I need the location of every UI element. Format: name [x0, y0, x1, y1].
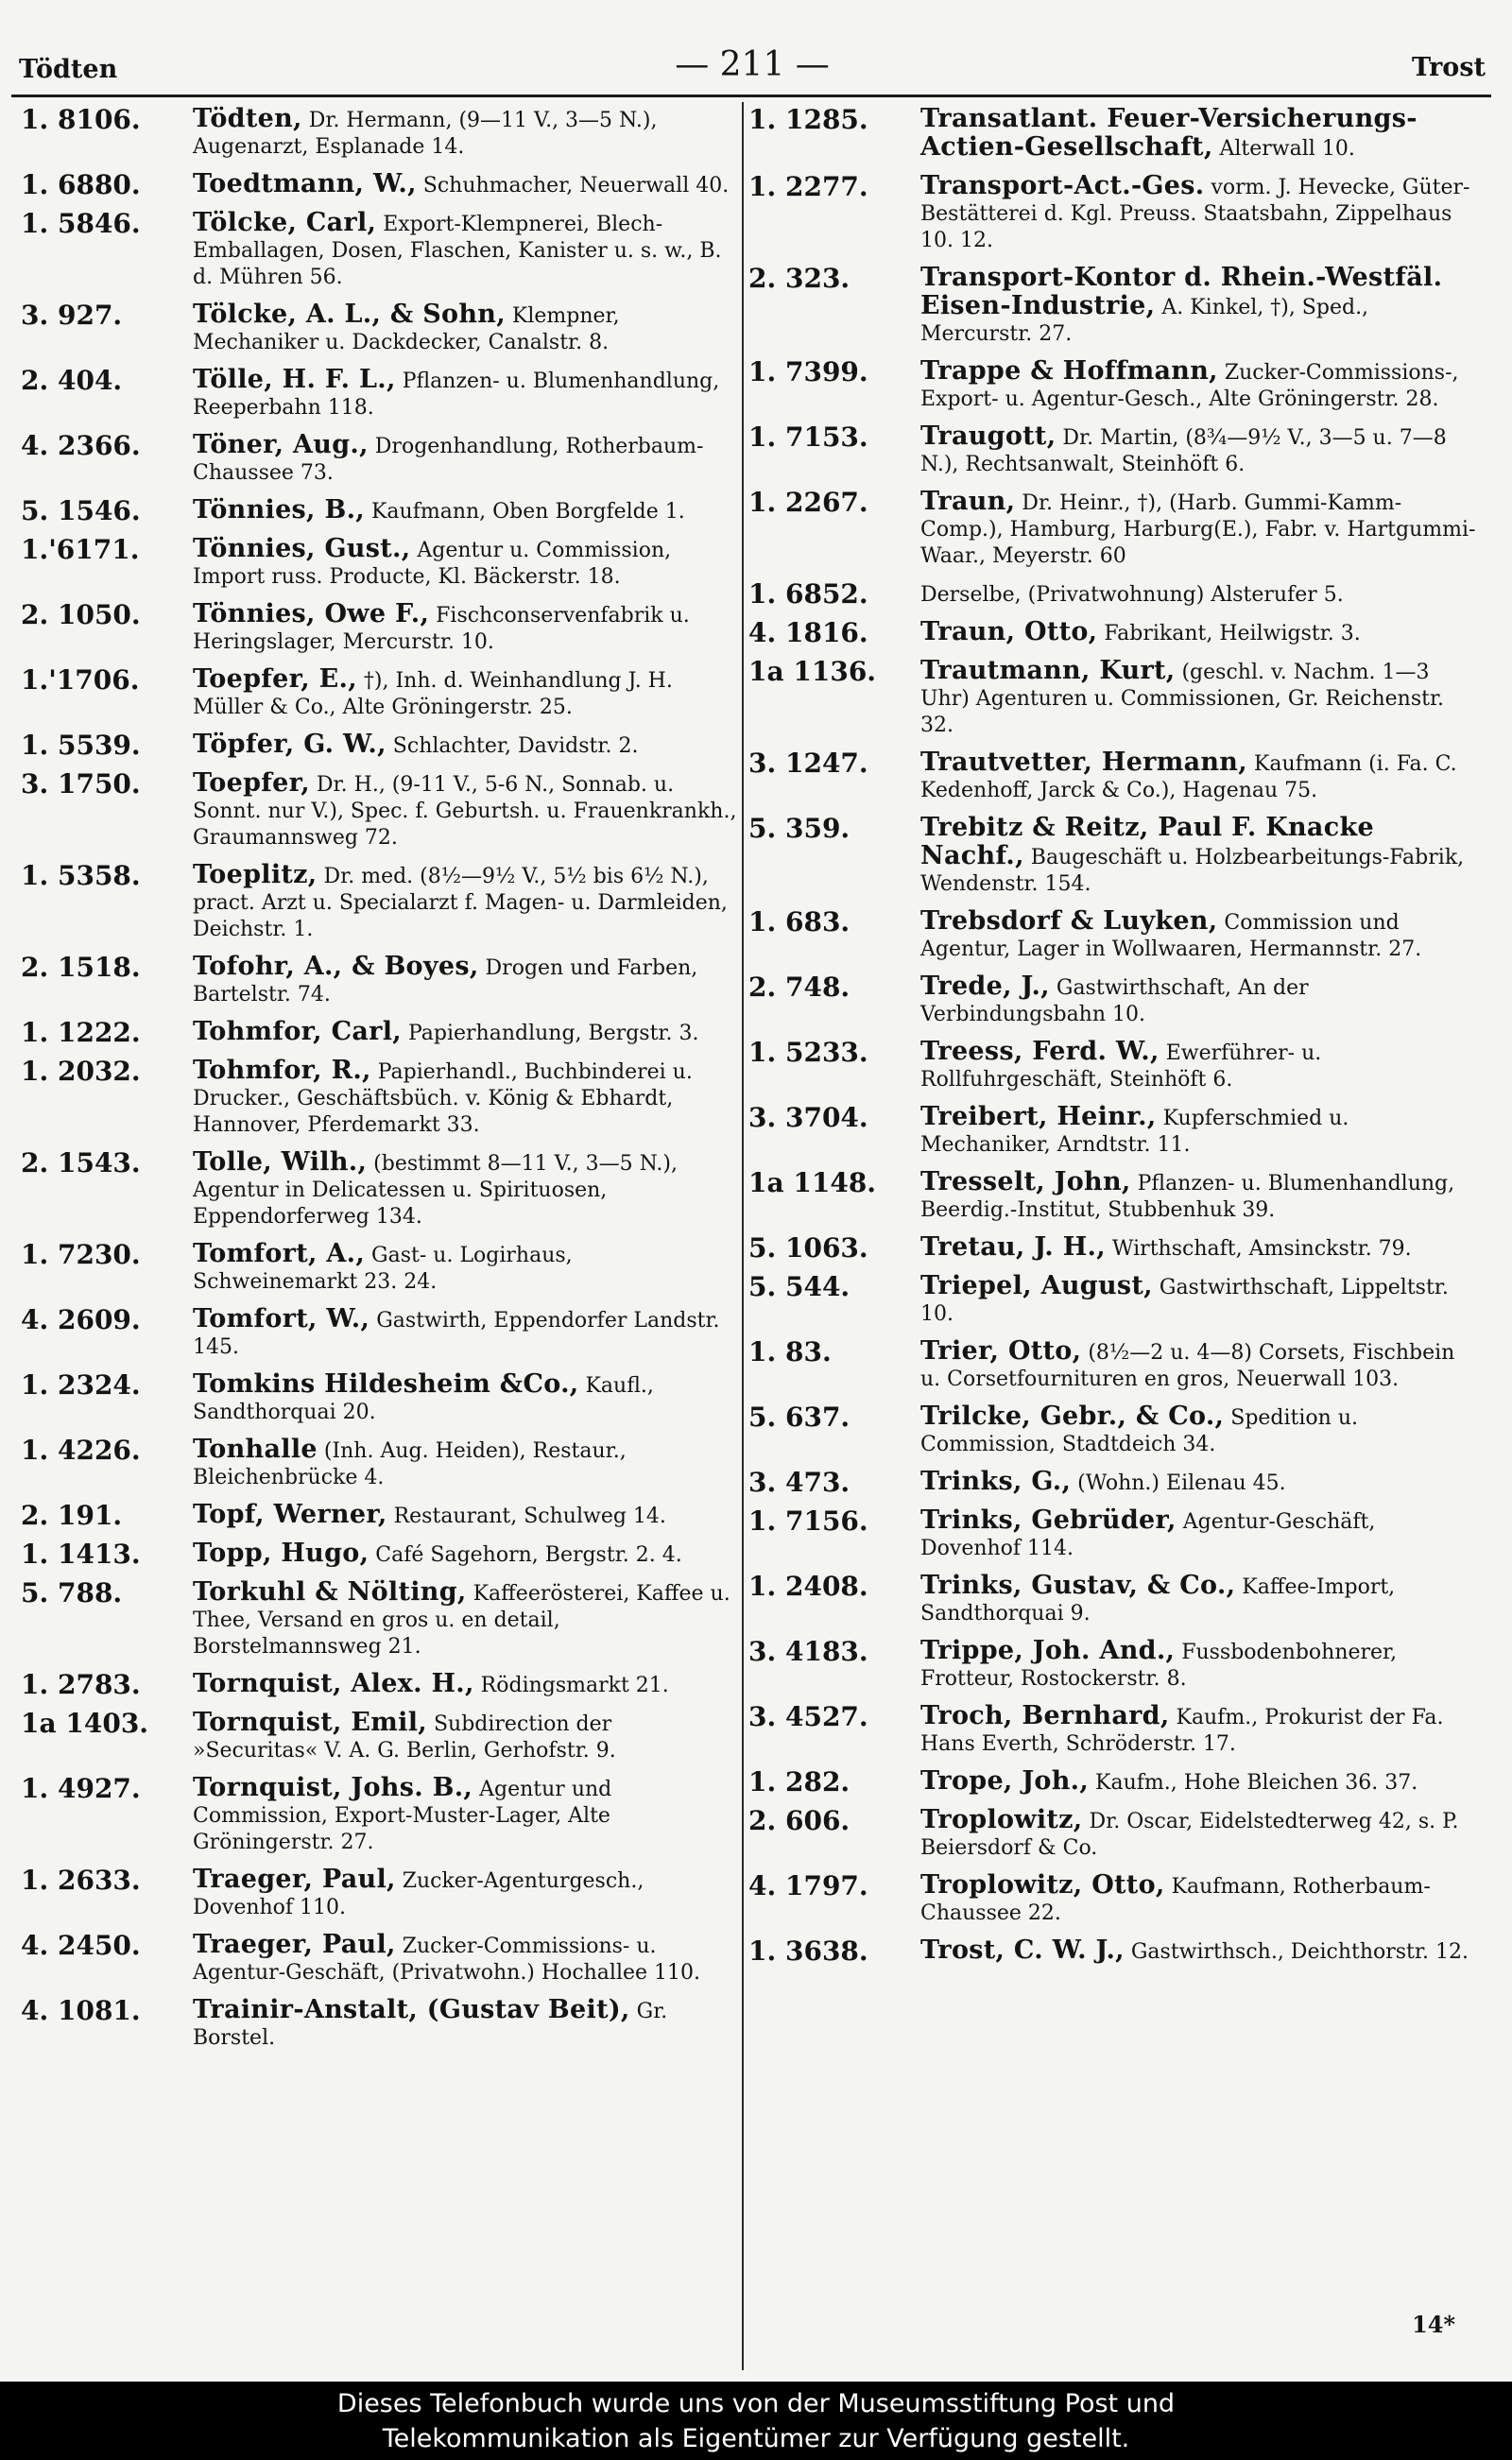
directory-entry: [748, 173, 1476, 254]
directory-entry: [21, 1306, 739, 1361]
header-last-entry: Trost: [1411, 53, 1486, 82]
phone-number: 3. 473.: [748, 1467, 850, 1498]
phone-number: 1. 8106.: [21, 104, 141, 135]
phone-number: 4. 1797.: [748, 1870, 868, 1901]
header-first-entry: Tödten: [19, 55, 118, 84]
subscriber-details: Dr. H., (9-11 V., 5-6 N., Sonnab. u. Sonnt. nur V.), Spec. f. Geburtsh. u. Frauenkrankh., Graumannsweg 72.: [193, 773, 737, 850]
directory-entry: [748, 1273, 1476, 1328]
phone-number: 2. 191.: [21, 1500, 123, 1531]
subscriber-details: Dr. Heinr., †), (Harb. Gummi-Kamm-Comp.), Hamburg, Harburg(E.), Fabr. v. Hartgummi-Waar., Meyerstr. 60: [920, 491, 1476, 568]
subscriber-name: Toeplitz,: [193, 860, 318, 889]
subscriber-details: Zucker-Agenturgesch., Dovenhof 110.: [193, 1869, 644, 1919]
subscriber-name: Trebsdorf & Luyken,: [920, 906, 1218, 936]
subscriber-details: Kaufmann (i. Fa. C. Kedenhoff, Jarck & Co.), Hagenau 75.: [920, 752, 1457, 802]
subscriber-details: Gastwirthschaft, Lippeltstr. 10.: [920, 1276, 1449, 1326]
directory-entry: [748, 1234, 1476, 1263]
subscriber-name: Trinks, Gebrüder,: [920, 1505, 1177, 1535]
phone-number: 1. 5539.: [21, 730, 141, 761]
subscriber-name: Traeger, Paul,: [193, 1865, 396, 1894]
directory-entry: [21, 106, 739, 161]
phone-number: 5. 1546.: [21, 495, 141, 526]
phone-number: 5. 1063.: [748, 1232, 868, 1264]
directory-entry: [748, 1703, 1476, 1758]
subscriber-details: Spedition u. Commission, Stadtdeich 34.: [920, 1406, 1358, 1456]
phone-number: 1. 7399.: [748, 356, 868, 387]
subscriber-name: Tonhalle: [193, 1435, 318, 1464]
phone-number: 4. 1081.: [21, 1995, 141, 2026]
directory-entry: [748, 1937, 1476, 1966]
subscriber-name: Tomfort, A.,: [193, 1239, 366, 1268]
directory-entry: [21, 1710, 739, 1764]
phone-number: 1. 5233.: [748, 1037, 868, 1068]
subscriber-name: Tolle, Wilh.,: [193, 1147, 368, 1177]
phone-number: 2. 1543.: [21, 1147, 141, 1178]
directory-entry: [748, 423, 1476, 478]
directory-entry: [748, 106, 1476, 163]
phone-number: 1. 2408.: [748, 1571, 868, 1602]
directory-entry: [21, 1671, 739, 1699]
directory-entry: [21, 1867, 739, 1921]
subscriber-details: Kupferschmied u. Mechaniker, Arndtstr. 11.: [920, 1107, 1349, 1157]
subscriber-name: Tofohr, A., & Boyes,: [193, 952, 479, 981]
subscriber-details: Commission und Agentur, Lager in Wollwaaren, Hermannstr. 27.: [920, 911, 1422, 961]
directory-entry: [748, 619, 1476, 647]
subscriber-name: Tomfort, W.,: [193, 1304, 370, 1333]
subscriber-details: Schlachter, Davidstr. 2.: [386, 734, 639, 758]
subscriber-details: Gr. Borstel.: [193, 2000, 668, 2050]
directory-entry: [21, 1579, 739, 1660]
directory-entry: [748, 1104, 1476, 1159]
phone-number: 1a 1403.: [21, 1708, 149, 1739]
phone-number: 4. 1816.: [748, 617, 868, 648]
subscriber-details: Zucker-Commissions-, Export- u. Agentur-Gesch., Alte Gröningerstr. 28.: [920, 361, 1459, 411]
phone-number: 1. 2783.: [21, 1669, 141, 1700]
subscriber-details: Dr. Hermann, (9—11 V., 3—5 N.), Augenarzt, Esplanade 14.: [193, 109, 658, 159]
subscriber-details: (Inh. Aug. Heiden), Restaur., Bleichenbrücke 4.: [193, 1439, 627, 1489]
subscriber-details: Gastwirth, Eppendorfer Landstr. 145.: [193, 1309, 720, 1359]
subscriber-name: Tölle, H. F. L.,: [193, 365, 396, 394]
subscriber-details: (geschl. v. Nachm. 1—3 Uhr) Agenturen u. Commissionen, Gr. Reichenstr. 32.: [920, 661, 1445, 737]
directory-entry: [21, 770, 739, 852]
subscriber-name: Trinks, G.,: [920, 1467, 1072, 1496]
phone-number: 1a 1136.: [748, 656, 877, 687]
subscriber-details: Drogen und Farben, Bartelstr. 74.: [193, 956, 698, 1006]
directory-entry: [748, 1872, 1476, 1927]
phone-number: 2. 1050.: [21, 599, 141, 630]
phone-number: 4. 2450.: [21, 1930, 141, 1961]
directory-entry: [21, 1436, 739, 1491]
phone-number: 1.'6171.: [21, 534, 140, 565]
subscriber-details: Kaufm., Prokurist der Fa. Hans Everth, Schröderstr. 17.: [920, 1706, 1444, 1756]
directory-entry: [748, 973, 1476, 1028]
subscriber-name: Töpfer, G. W.,: [193, 730, 387, 759]
directory-entry: [21, 1371, 739, 1426]
phone-number: 5. 788.: [21, 1577, 123, 1608]
subscriber-name: Tödten,: [193, 104, 302, 133]
phone-number: 1a 1148.: [748, 1167, 877, 1198]
phone-number: 1. 7156.: [748, 1505, 868, 1537]
subscriber-name: Tohmfor, Carl,: [193, 1017, 402, 1046]
subscriber-details: Derselbe, (Privatwohnung) Alsterufer 5.: [920, 583, 1344, 607]
phone-number: 5. 359.: [748, 813, 850, 844]
directory-entry: [21, 367, 739, 421]
phone-number: 1. 3638.: [748, 1935, 868, 1967]
phone-number: 1. 6852.: [748, 578, 868, 610]
directory-entry: [748, 1573, 1476, 1627]
phone-number: 1. 1285.: [748, 104, 868, 135]
footer-line-2: Telekommunikation als Eigentümer zur Verfügung gestellt.: [382, 2424, 1130, 2453]
subscriber-details: Agentur und Commission, Export-Muster-Lager, Alte Gröningerstr. 27.: [193, 1778, 612, 1854]
directory-entry: [21, 497, 739, 525]
phone-number: 1. 683.: [748, 906, 850, 938]
phone-number: 3. 4527.: [748, 1701, 868, 1732]
subscriber-name: Traun, Otto,: [920, 617, 1098, 646]
subscriber-details: Papierhandl., Buchbinderei u. Drucker., Geschäftsbüch. v. König & Ebhardt, Hannover, Pferdemarkt 33.: [193, 1060, 693, 1137]
directory-entry: [748, 1638, 1476, 1693]
subscriber-details: Café Sagehorn, Bergstr. 2. 4.: [369, 1543, 682, 1567]
footer-line-1: Dieses Telefonbuch wurde uns von der Museumsstiftung Post und: [336, 2389, 1176, 2418]
subscriber-details: Zucker-Commissions- u. Agentur-Geschäft, (Privatwohn.) Hochallee 110.: [193, 1935, 701, 1985]
footer-banner: [0, 2382, 1512, 2460]
subscriber-name: Trilcke, Gebr., & Co.,: [920, 1402, 1225, 1431]
subscriber-name: Tohmfor, R.,: [193, 1056, 371, 1085]
subscriber-name: Trainir-Anstalt, (Gustav Beit),: [193, 1995, 630, 2024]
directory-entry: [21, 954, 739, 1008]
directory-entry: [21, 1775, 739, 1856]
page-number: — 211 —: [675, 45, 830, 84]
subscriber-details: Fischconservenfabrik u. Heringslager, Mercurstr. 10.: [193, 604, 690, 654]
subscriber-name: Tretau, J. H.,: [920, 1232, 1106, 1262]
directory-entry: [748, 815, 1476, 898]
directory-entry: [21, 731, 739, 760]
subscriber-name: Traeger, Paul,: [193, 1930, 396, 1959]
subscriber-details: Dr. med. (8½—9½ V., 5½ bis 6½ N.), pract. Arzt u. Specialarzt f. Magen- u. Darmleiden, Deichstr. 1.: [193, 865, 728, 941]
phone-number: 1. 2032.: [21, 1056, 141, 1087]
subscriber-name: Tomkins Hildesheim &Co.,: [193, 1369, 579, 1399]
subscriber-name: Topf, Werner,: [193, 1500, 387, 1529]
subscriber-name: Tölcke, A. L., & Sohn,: [193, 300, 506, 329]
subscriber-details: Kaffeerösterei, Kaffee u. Thee, Versand en gros u. en detail, Borstelmannsweg 21.: [193, 1582, 730, 1659]
column-divider: [742, 102, 744, 2370]
subscriber-details: Fabrikant, Heilwigstr. 3.: [1097, 622, 1361, 645]
subscriber-details: Dr. Oscar, Eidelstedterweg 42, s. P. Beiersdorf & Co.: [920, 1810, 1459, 1860]
subscriber-details: Export-Klempnerei, Blech-Emballagen, Dosen, Flaschen, Kanister u. s. w., B. d. Mühren 56.: [193, 213, 722, 289]
subscriber-name: Trinks, Gustav, & Co.,: [920, 1571, 1236, 1600]
phone-number: 2. 1518.: [21, 952, 141, 983]
subscriber-details: Drogenhandlung, Rotherbaum-Chaussee 73.: [193, 435, 704, 485]
subscriber-details: Fussbodenbohnerer, Frotteur, Rostockerstr. 8.: [920, 1641, 1398, 1691]
directory-entry: [21, 666, 739, 721]
directory-entry: [748, 265, 1476, 348]
directory-entry: [748, 1507, 1476, 1562]
subscriber-details: Pflanzen- u. Blumenhandlung, Reeperbahn 118.: [193, 370, 720, 420]
subscriber-details: Kaufl., Sandthorquai 20.: [193, 1374, 654, 1424]
phone-number: 1. 5358.: [21, 860, 141, 891]
phone-number: 2. 404.: [21, 365, 123, 396]
subscriber-details: Baugeschäft u. Holzbearbeitungs-Fabrik, Wendenstr. 154.: [920, 846, 1465, 896]
subscriber-details: Gast- u. Logirhaus, Schweinemarkt 23. 24.: [193, 1244, 573, 1294]
phone-number: 2. 606.: [748, 1805, 850, 1836]
phone-number: 1. 2633.: [21, 1865, 141, 1896]
subscriber-name: Trautmann, Kurt,: [920, 656, 1176, 685]
directory-entry: [21, 1241, 739, 1296]
subscriber-name: Triepel, August,: [920, 1271, 1153, 1300]
subscriber-name: Tönnies, B.,: [193, 495, 365, 525]
directory-entry: [748, 580, 1476, 609]
phone-number: 2. 748.: [748, 972, 850, 1003]
subscriber-name: Tornquist, Johs. B.,: [193, 1773, 473, 1802]
subscriber-name: Toepfer, E.,: [193, 664, 357, 694]
subscriber-name: Trautvetter, Hermann,: [920, 748, 1247, 777]
subscriber-details: Agentur u. Commission, Import russ. Producte, Kl. Bäckerstr. 18.: [193, 539, 672, 589]
phone-number: 1. 2324.: [21, 1369, 141, 1401]
phone-number: 3. 1247.: [748, 748, 868, 779]
subscriber-details: (Wohn.) Eilenau 45.: [1071, 1471, 1286, 1495]
subscriber-name: Troplowitz, Otto,: [920, 1870, 1165, 1900]
subscriber-name: Traugott,: [920, 421, 1057, 451]
directory-entry: [21, 171, 739, 199]
subscriber-name: Torkuhl & Nölting,: [193, 1577, 467, 1607]
subscriber-details: Papierhandlung, Bergstr. 3.: [401, 1022, 699, 1045]
phone-number: 1. 83.: [748, 1336, 832, 1368]
header-rule: [11, 95, 1491, 97]
subscriber-details: Agentur-Geschäft, Dovenhof 114.: [920, 1510, 1376, 1560]
subscriber-name: Trippe, Joh. And.,: [920, 1636, 1176, 1665]
subscriber-details: Kaffee-Import, Sandthorquai 9.: [920, 1575, 1396, 1626]
directory-entry: [21, 210, 739, 291]
subscriber-name: Toepfer,: [193, 768, 310, 798]
subscriber-name: Transatlant. Feuer-Versicherungs-Actien-Gesellschaft,: [920, 104, 1418, 162]
subscriber-details: (8½—2 u. 4—8) Corsets, Fischbein u. Corsetfournituren en gros, Neuerwall 103.: [920, 1341, 1455, 1391]
subscriber-name: Treess, Ferd. W.,: [920, 1037, 1160, 1066]
subscriber-details: Gastwirthsch., Deichthorstr. 12.: [1124, 1940, 1469, 1964]
phone-number: 1. 5846.: [21, 208, 141, 239]
subscriber-details: Kaufm., Hohe Bleichen 36. 37.: [1089, 1771, 1418, 1795]
phone-number: 4. 2366.: [21, 430, 141, 461]
directory-entry: [21, 1540, 739, 1569]
phone-number: 1. 1413.: [21, 1539, 141, 1570]
subscriber-details: Subdirection der »Securitas« V. A. G. Berlin, Gerhofstr. 9.: [193, 1712, 616, 1763]
subscriber-details: Wirthschaft, Amsinckstr. 79.: [1105, 1237, 1412, 1261]
phone-number: 4. 2609.: [21, 1304, 141, 1335]
subscriber-details: A. Kinkel, †), Sped., Mercurstr. 27.: [920, 296, 1369, 346]
subscriber-name: Trede, J.,: [920, 972, 1050, 1001]
directory-entry: [748, 1807, 1476, 1862]
directory-entry: [21, 301, 739, 356]
subscriber-name: Trebitz & Reitz, Paul F. Knacke Nachf.,: [920, 813, 1374, 870]
subscriber-details: vorm. J. Hevecke, Güter-Bestätterei d. Kgl. Preuss. Staatsbahn, Zippelhaus 10. 12.: [920, 176, 1470, 252]
directory-entry: [21, 1932, 739, 1987]
subscriber-details: Restaurant, Schulweg 14.: [387, 1505, 666, 1528]
directory-entry: [748, 489, 1476, 570]
subscriber-name: Troch, Bernhard,: [920, 1701, 1170, 1730]
subscriber-name: Trier, Otto,: [920, 1336, 1082, 1366]
phone-number: 1. 6880.: [21, 169, 141, 200]
phone-number: 5. 544.: [748, 1271, 850, 1302]
directory-entry: [21, 432, 739, 487]
phone-number: 1.'1706.: [21, 664, 140, 696]
subscriber-name: Tornquist, Emil,: [193, 1708, 427, 1737]
subscriber-details: †), Inh. d. Weinhandlung J. H. Müller & Co., Alte Gröningerstr. 25.: [193, 669, 673, 719]
directory-entry: [748, 1169, 1476, 1224]
subscriber-name: Töner, Aug.,: [193, 430, 369, 459]
phone-number: 3. 927.: [21, 300, 123, 331]
phone-number: 1. 2267.: [748, 487, 868, 518]
directory-entry: [21, 1149, 739, 1230]
subscriber-details: Ewerführer- u. Rollfuhrgeschäft, Steinhöft 6.: [920, 1041, 1322, 1092]
subscriber-name: Topp, Hugo,: [193, 1539, 369, 1568]
subscriber-details: Klempner, Mechaniker u. Dackdecker, Canalstr. 8.: [193, 304, 620, 354]
phone-number: 3. 3704.: [748, 1102, 868, 1133]
subscriber-details: Rödingsmarkt 21.: [473, 1674, 669, 1697]
directory-entry: [748, 1338, 1476, 1393]
directory-entry: [748, 1768, 1476, 1797]
subscriber-details: Kaufmann, Rotherbaum-Chaussee 22.: [920, 1875, 1431, 1925]
subscriber-details: Pflanzen- u. Blumenhandlung, Beerdig.-Institut, Stubbenhuk 39.: [920, 1172, 1455, 1222]
phone-number: 3. 1750.: [21, 768, 141, 800]
subscriber-name: Transport-Kontor d. Rhein.-Westfäl. Eisen-Industrie,: [920, 263, 1443, 320]
phone-number: 1. 2277.: [748, 171, 868, 202]
directory-entry: [748, 358, 1476, 413]
subscriber-name: Treibert, Heinr.,: [920, 1102, 1157, 1131]
phone-number: 3. 4183.: [748, 1636, 868, 1667]
subscriber-name: Tresselt, John,: [920, 1167, 1131, 1196]
phone-number: 1. 4226.: [21, 1435, 141, 1466]
directory-entry: [21, 536, 739, 591]
subscriber-details: Kaufmann, Oben Borgfelde 1.: [364, 500, 685, 524]
page-header: [19, 45, 1486, 89]
subscriber-name: Tönnies, Owe F.,: [193, 599, 430, 628]
subscriber-name: Transport-Act.-Ges.: [920, 171, 1205, 200]
directory-entry: [748, 1469, 1476, 1497]
directory-entry: [748, 908, 1476, 963]
subscriber-name: Trope, Joh.,: [920, 1766, 1090, 1796]
phone-number: 1. 1222.: [21, 1017, 141, 1048]
subscriber-name: Tönnies, Gust.,: [193, 534, 411, 563]
phone-number: 1. 4927.: [21, 1773, 141, 1804]
phone-number: 1. 7153.: [748, 421, 868, 453]
directory-entry: [21, 1502, 739, 1530]
subscriber-details: Alterwall 10.: [1212, 137, 1355, 161]
subscriber-details: Dr. Martin, (8¾—9½ V., 3—5 u. 7—8 N.), Rechtsanwalt, Steinhöft 6.: [920, 426, 1447, 476]
sheet-signature: 14*: [1412, 2311, 1455, 2338]
phone-number: 2. 323.: [748, 263, 850, 294]
phone-number: 1. 7230.: [21, 1239, 141, 1270]
directory-entry: [21, 1058, 739, 1139]
phone-number: 1. 282.: [748, 1766, 850, 1798]
directory-entry: [748, 1039, 1476, 1093]
directory-entry: [21, 1997, 739, 2052]
subscriber-details: (bestimmt 8—11 V., 3—5 N.), Agentur in Delicatessen u. Spirituosen, Eppendorferweg 134.: [193, 1152, 678, 1229]
directory-entry: [21, 1019, 739, 1047]
left-column: [21, 106, 739, 2363]
directory-entry: [748, 749, 1476, 804]
directory-entry: [21, 601, 739, 656]
subscriber-name: Trappe & Hoffmann,: [920, 356, 1218, 386]
subscriber-name: Toedtmann, W.,: [193, 169, 417, 198]
phone-number: 5. 637.: [748, 1402, 850, 1433]
subscriber-name: Troplowitz,: [920, 1805, 1083, 1834]
subscriber-name: Tornquist, Alex. H.,: [193, 1669, 474, 1698]
subscriber-details: Schuhmacher, Neuerwall 40.: [416, 174, 730, 198]
right-column: [748, 106, 1476, 2363]
subscriber-name: Tölcke, Carl,: [193, 208, 377, 237]
directory-entry: [21, 862, 739, 943]
subscriber-details: Gastwirthschaft, An der Verbindungsbahn 10.: [920, 976, 1309, 1026]
subscriber-name: Trost, C. W. J.,: [920, 1935, 1125, 1965]
subscriber-name: Traun,: [920, 487, 1016, 516]
directory-entry: [748, 658, 1476, 739]
directory-entry: [748, 1403, 1476, 1458]
